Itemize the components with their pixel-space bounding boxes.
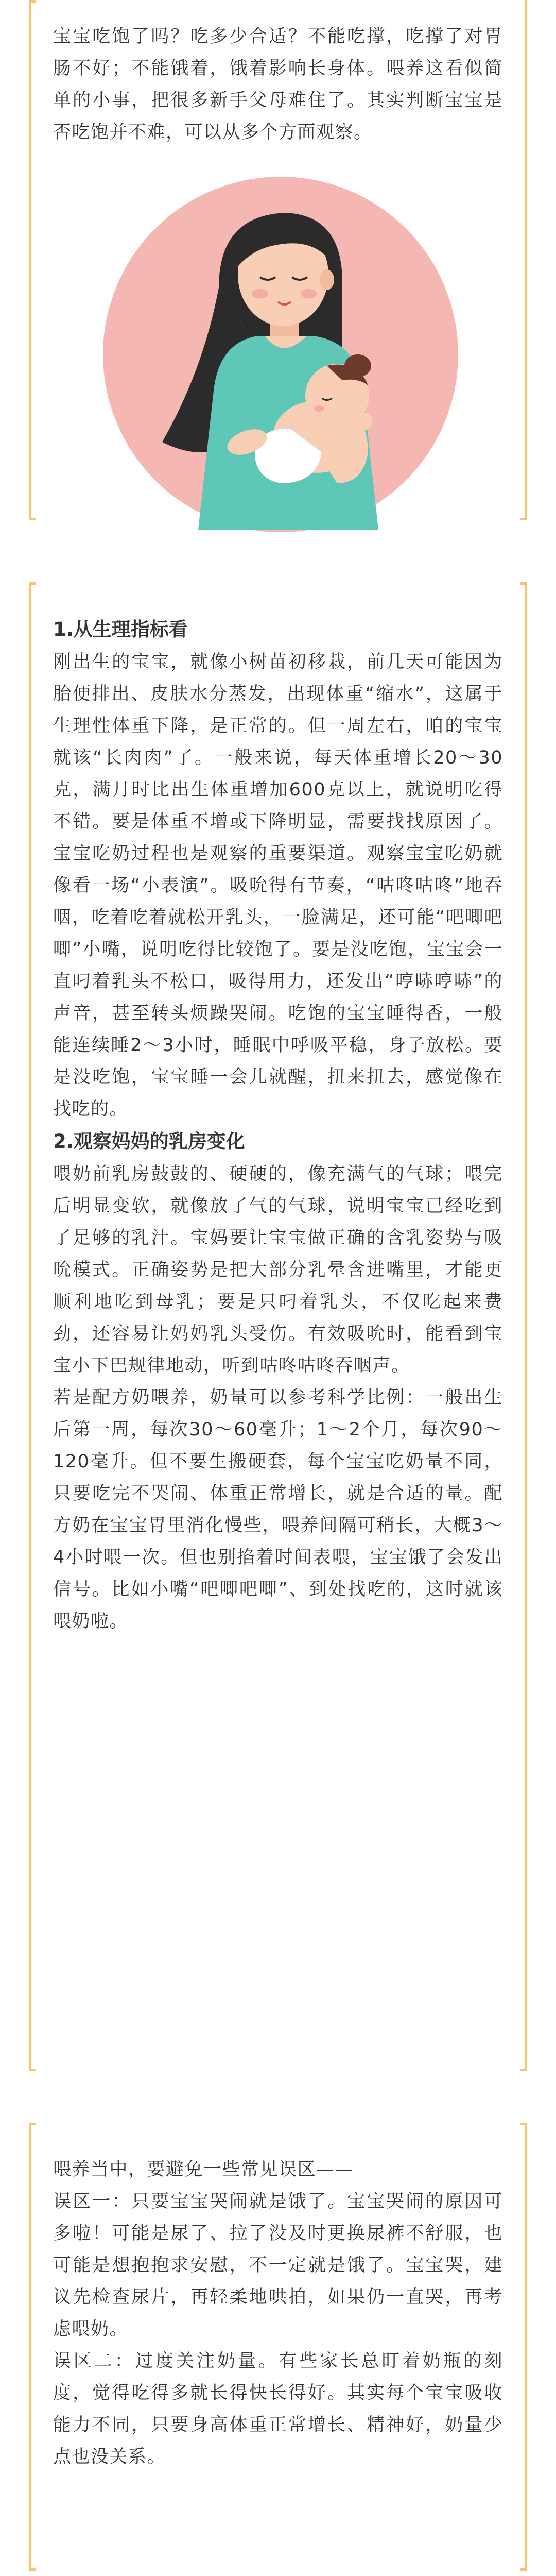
section2-paragraph-2: 若是配方奶喂养，奶量可以参考科学比例：一般出生后第一周，每次30～60毫升；1～2个月，每次90～120毫升。但不要生搬硬套，每个宝宝吃奶量不同，只要吃完不哭闹、体重正常增长，就是合适的量。配方奶在宝宝胃里消化慢些，喂养间隔可稍长，大概3～4小时喂一次。但也别掐着时间表喂，宝宝饿了会发出信号。比如小嘴“吧唧吧唧”、到处找吃的，这时就该喂奶啦。 [53,1387,503,1632]
mother-breastfeeding-illustration [53,174,508,571]
misconceptions-card [29,2123,527,2571]
illustration-svg [100,174,461,535]
misconceptions-intro: 喂养当中，要避免一些常见误区—— [53,2159,354,2180]
section2-paragraph-1: 喂奶前乳房鼓鼓的、硬硬的，像充满气的气球；喂完后明显变软，就像放了气的气球，说明宝宝已经吃到了足够的乳汁。宝妈要让宝宝做正确的含乳姿势与吸吮模式。正确姿势是把大部分乳晕含进嘴里，才能更顺利地吃到母乳；要是只叼着乳头，不仅吃起来费劲，还容易让妈妈乳头受伤。有效吸吮时，能看到宝宝小下巴规律地动，听到咕咚咕咚吞咽声。 [53,1164,503,1376]
section2-heading: 2.观察妈妈的乳房变化 [53,1130,245,1153]
section1-heading: 1.从生理指标看 [53,618,188,640]
misconception-one: 误区一：只要宝宝哭闹就是饿了。宝宝哭闹的原因可多啦！可能是尿了、拉了没及时更换尿裤不舒服，也可能是想抱抱求安慰，不一定就是饿了。宝宝哭，建议先检查尿片，再轻柔地哄拍，如果仍一直哭，再考虑喂奶。 [53,2191,503,2340]
section1-paragraph: 刚出生的宝宝，就像小树苗初移栽，前几天可能因为胎便排出、皮肤水分蒸发，出现体重“缩水”，这属于生理性体重下降，是正常的。但一周左右，咱的宝宝就该“长肉肉”了。一般来说，每天体重增长20～30克，满月时比出生体重增加600克以上，就说明吃得不错。要是体重不增或下降明显，需要找找原因了。宝宝吃奶过程也是观察的重要渠道。观察宝宝吃奶就像看一场“小表演”。吸吮得有节奏，“咕咚咕咚”地吞咽，吃着吃着就松开乳头，一脸满足，还可能“吧唧吧唧”小嘴，说明吃得比较饱了。要是没吃饱，宝宝会一直叼着乳头不松口，吸得用力，还发出“哼哧哼哧”的声音，甚至转头烦躁哭闹。吃饱的宝宝睡得香，一般能连续睡2～3小时，睡眠中呼吸平稳，身子放松。要是没吃饱，宝宝睡一会儿就醒，扭来扭去，感觉像在找吃的。 [53,652,503,1120]
main-card [29,582,527,2071]
intro-paragraph: 宝宝吃饱了吗？吃多少合适？不能吃撑，吃撑了对胃肠不好；不能饿着，饿着影响长身体。喂养这看似简单的小事，把很多新手父母难住了。其实判断宝宝是否吃饱并不难，可以从多个方面观察。 [53,26,503,143]
misconception-two: 误区二：过度关注奶量。有些家长总盯着奶瓶的刻度，觉得吃得多就长得快长得好。其实每个宝宝吸收能力不同，只要身高体重正常增长、精神好，奶量少点也没关系。 [53,2351,503,2467]
intro-card [29,0,527,520]
